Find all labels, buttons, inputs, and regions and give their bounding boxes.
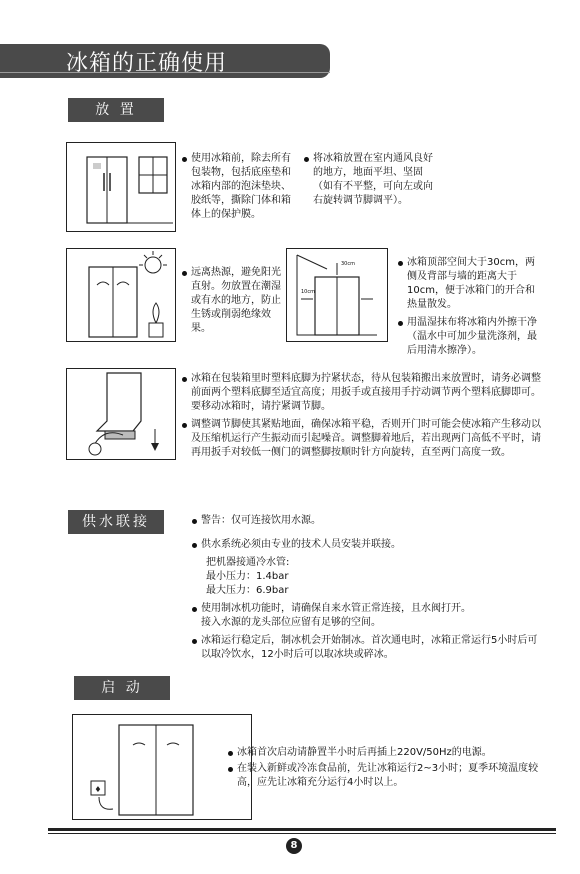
water-warning: 警告：仅可连接饮用水源。: [192, 514, 532, 528]
page-title: 冰箱的正确使用: [66, 51, 228, 76]
clearance-side-label: 10cm: [301, 289, 315, 295]
water-running: 冰箱运行稳定后，制冰机会开始制冰。首次通电时，冰箱正常运行5小时后可以取冷饮水，12小时后可以取冰块或碎冰。: [192, 634, 540, 662]
placement-text-2a: 远离热源，避免阳光直射。勿放置在潮湿或有水的地方，防止生锈或削弱绝缘效果。: [182, 266, 282, 336]
water-install: 供水系统必须由专业的技术人员安装并联接。: [192, 538, 532, 552]
page-number: 8: [286, 838, 302, 854]
placement-text-3b: 调整调节脚使其紧贴地面，确保冰箱平稳，否则开门时可能会使冰箱产生移动以及压缩机运行产生振动而引起噪音。调整脚着地后，若出现两门高低不平时，请再用扳手对较低一侧门的调整脚按顺时针方向旋转，直至两门高度一致。: [182, 418, 546, 460]
footer-rule-thick: [48, 828, 556, 831]
placement-text-1a: 使用冰箱前，除去所有包装物，包括底座垫和冰箱内部的泡沫垫块、胶纸等，撕除门体和箱体上的保护膜。: [182, 152, 292, 222]
bullet-icon: [304, 157, 309, 162]
fridge-plug-illustration: [72, 714, 252, 820]
svg-text:♦: ♦: [94, 785, 102, 794]
bullet-icon: [228, 751, 233, 756]
leveling-foot-illustration: [66, 368, 176, 460]
bullet-icon: [228, 767, 233, 772]
bullet-icon: [182, 423, 187, 428]
bullet-icon: [182, 271, 187, 276]
fridge-clearance-illustration: [286, 248, 388, 342]
water-icemaker: 使用制冰机功能时，请确保自来水管正常连接，且水阀打开。 接入水源的龙头部位应留有足够的空间。: [192, 602, 532, 630]
bullet-icon: [182, 377, 187, 382]
section-water-label: 供水联接: [68, 510, 164, 534]
section-start-label: 启 动: [74, 676, 170, 700]
placement-text-3a: 冰箱在包装箱里时塑料底脚为拧紧状态，待从包装箱搬出来放置时，请务必调整前面两个塑料底脚至适宜高度；用扳手或直接用手拧动调节两个塑料底脚即可。要移动冰箱时，请拧紧调节脚。: [182, 372, 546, 414]
clearance-top-label: 30cm: [341, 261, 355, 267]
bullet-icon: [398, 261, 403, 266]
bullet-icon: [192, 607, 197, 612]
footer-rule-thin: [48, 833, 556, 834]
start-text-1: 冰箱首次启动请静置半小时后再插上220V/50Hz的电源。: [228, 746, 554, 760]
bullet-icon: [182, 157, 187, 162]
water-pressure-block: 把机器接通冷水管: 最小压力：1.4bar 最大压力：6.9bar: [206, 557, 290, 596]
placement-text-2c: 用温湿抹布将冰箱内外擦干净（温水中可加少量洗涤剂，最后用清水擦净）。: [398, 316, 546, 358]
bullet-icon: [192, 519, 197, 524]
bullet-icon: [398, 321, 403, 326]
bullet-icon: [192, 639, 197, 644]
section-placement-label: 放 置: [68, 98, 164, 122]
bullet-icon: [192, 543, 197, 548]
fridge-sunlight-illustration: [66, 248, 176, 342]
start-text-2: 在装入新鲜或冷冻食品前，先让冰箱运行2~3小时；夏季环境温度较高，应先让冰箱充分运行4小时以上。: [228, 762, 554, 790]
fridge-unpack-illustration: [66, 142, 176, 232]
placement-text-2b: 冰箱顶部空间大于30cm，两侧及背部与墙的距离大于10cm，便于冰箱门的开合和热量散发。: [398, 256, 544, 312]
placement-text-1b: 将冰箱放置在室内通风良好的地方，地面平坦、坚固（如有不平整，可向左或向右旋转调节脚调平）。: [304, 152, 436, 208]
